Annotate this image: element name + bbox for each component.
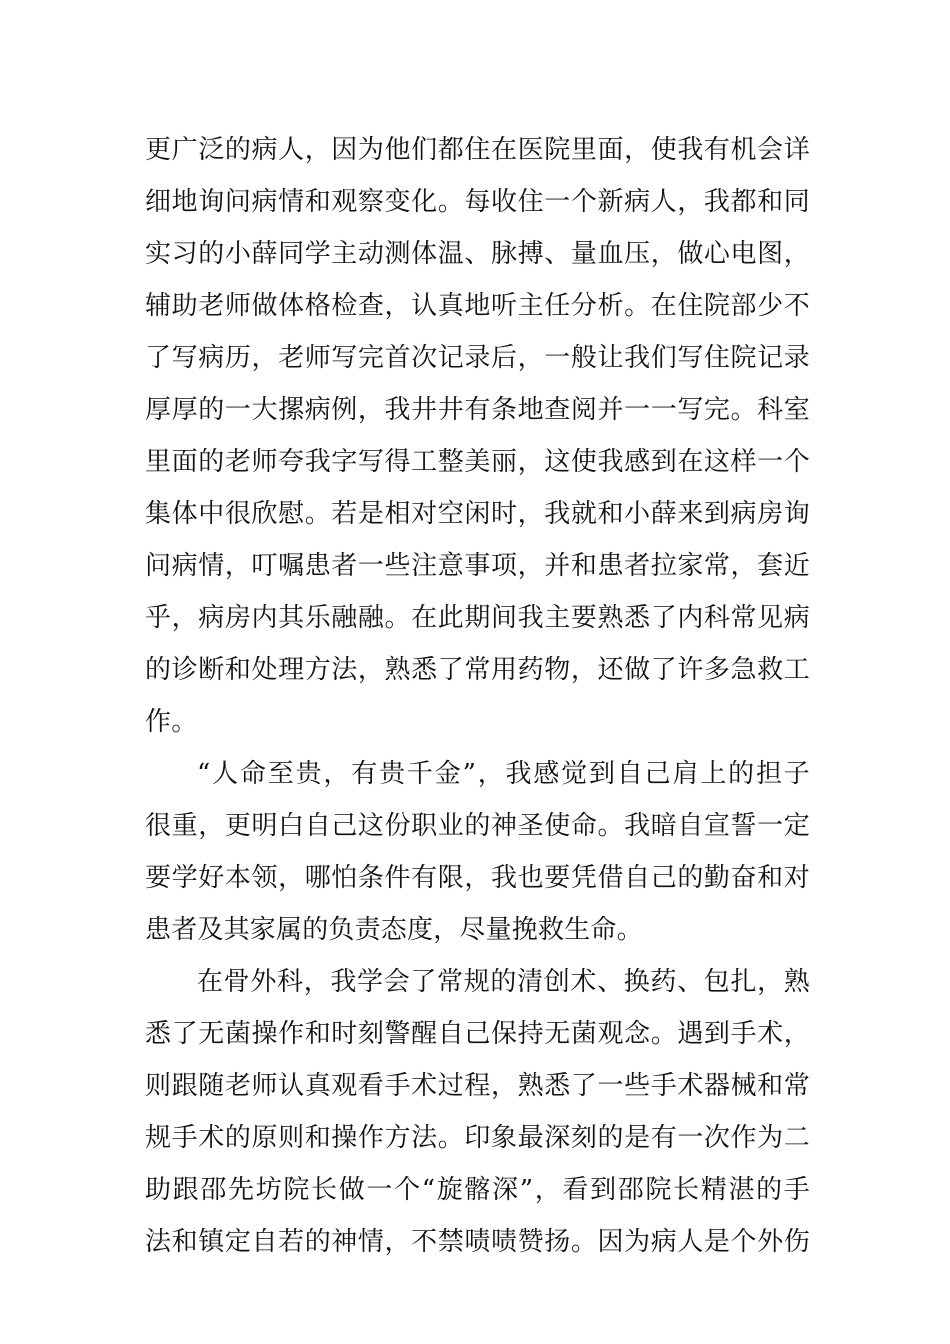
paragraph-2-line-4: 患者及其家属的负责态度，尽量挽救生命。 bbox=[145, 915, 643, 945]
paragraph-3-line-4: 规手术的原则和操作方法。印象最深刻的是有一次作为二 bbox=[145, 1123, 810, 1153]
paragraph-1-line-5: 了写病历，老师写完首次记录后，一般让我们写住院记录 bbox=[145, 343, 810, 373]
paragraph-1-line-3: 实习的小薛同学主动测体温、脉搏、量血压，做心电图， bbox=[145, 239, 810, 269]
paragraph-1-line-4: 辅助老师做体格检查，认真地听主任分析。在住院部少不 bbox=[145, 291, 810, 321]
paragraph-3-line-2: 悉了无菌操作和时刻警醒自己保持无菌观念。遇到手术， bbox=[145, 1019, 810, 1049]
paragraph-3-line-1: 在骨外科，我学会了常规的清创术、换药、包扎，熟 bbox=[197, 967, 810, 997]
paragraph-2-line-1: “人命至贵，有贵千金”，我感觉到自己肩上的担子 bbox=[197, 759, 810, 789]
paragraph-1-line-2: 细地询问病情和观察变化。每收住一个新病人，我都和同 bbox=[145, 187, 810, 217]
paragraph-3-line-3: 则跟随老师认真观看手术过程，熟悉了一些手术器械和常 bbox=[145, 1071, 810, 1101]
paragraph-1-line-6: 厚厚的一大摞病例，我井井有条地查阅并一一写完。科室 bbox=[145, 395, 810, 425]
paragraph-1-line-9: 问病情，叮嘱患者一些注意事项，并和患者拉家常，套近 bbox=[145, 551, 810, 581]
paragraph-3-line-6: 法和镇定自若的神情，不禁啧啧赞扬。因为病人是个外伤 bbox=[145, 1227, 810, 1257]
paragraph-1-line-7: 里面的老师夸我字写得工整美丽，这使我感到在这样一个 bbox=[145, 447, 810, 477]
paragraph-1-line-12: 作。 bbox=[145, 707, 198, 737]
paragraph-2-line-3: 要学好本领，哪怕条件有限，我也要凭借自己的勤奋和对 bbox=[145, 863, 810, 893]
paragraph-2-line-2: 很重，更明白自己这份职业的神圣使命。我暗自宣誓一定 bbox=[145, 811, 810, 841]
paragraph-1-line-8: 集体中很欣慰。若是相对空闲时，我就和小薛来到病房询 bbox=[145, 499, 810, 529]
paragraph-3-line-5: 助跟邵先坊院长做一个“旋髂深”，看到邵院长精湛的手 bbox=[145, 1175, 810, 1205]
paragraph-1-line-10: 乎，病房内其乐融融。在此期间我主要熟悉了内科常见病 bbox=[145, 603, 810, 633]
paragraph-1-line-1: 更广泛的病人，因为他们都住在医院里面，使我有机会详 bbox=[145, 135, 810, 165]
document-body bbox=[145, 124, 810, 1268]
paragraph-1-line-11: 的诊断和处理方法，熟悉了常用药物，还做了许多急救工 bbox=[145, 655, 810, 685]
